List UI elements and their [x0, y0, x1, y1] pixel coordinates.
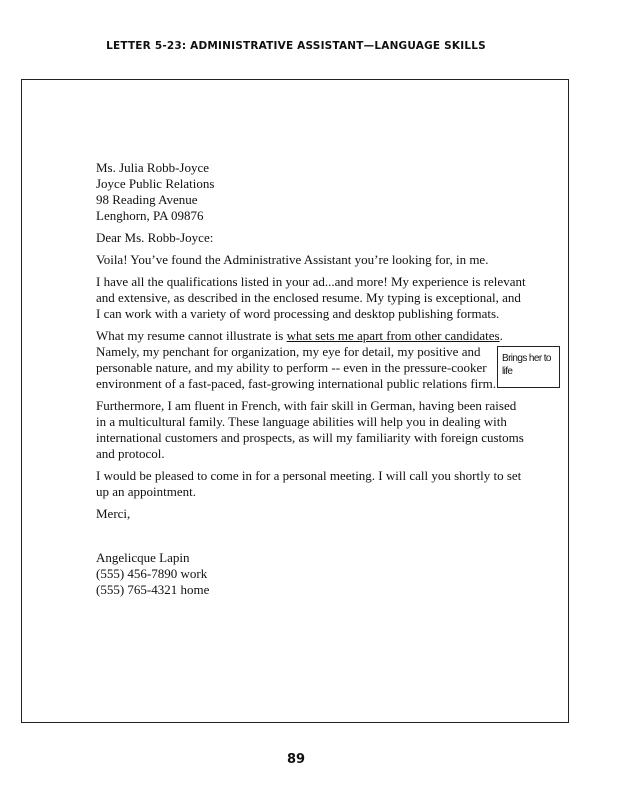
paragraph-intro: Voila! You’ve found the Administrative Assistant you’re looking for, in me.: [96, 252, 489, 267]
signature-block: [96, 550, 526, 598]
margin-note-box: [497, 346, 560, 388]
recipient-city: Lenghorn, PA 09876: [96, 208, 204, 223]
closing: Merci,: [96, 506, 131, 521]
recipient-name: Ms. Julia Robb-Joyce: [96, 160, 210, 175]
salutation: Dear Ms. Robb-Joyce:: [96, 230, 214, 245]
letter-body: [96, 160, 526, 598]
paragraph-meeting: I would be pleased to come in for a personal meeting. I will call you shortly to set up an appointment.: [96, 468, 522, 499]
page-number: 89: [286, 752, 306, 767]
recipient-street: 98 Reading Avenue: [96, 192, 198, 207]
paragraph-differentiators: [96, 328, 526, 392]
paragraph-languages: Furthermore, I am fluent in French, with fair skill in German, having been raised in a multicultural family. These language abilities will help you in dealing with international customers and prospects, as will my familiarity with foreign customs and protocol.: [96, 398, 524, 461]
recipient-address: [96, 160, 526, 224]
paragraph-differentiators-rest: . Namely, my penchant for organization, my eye for detail, my positive and personable nature, and my ability to perform -- even in the pressure-cooker environment of a fast-paced, fast-growing international public relations firm.: [96, 328, 503, 391]
page-header-title: LETTER 5-23: ADMINISTRATIVE ASSISTANT—LANGUAGE SKILLS: [106, 40, 486, 52]
paragraph-qualifications: I have all the qualifications listed in your ad...and more! My experience is relevant and extensive, as described in the enclosed resume. My typing is exceptional, and I can work with a variety of word processing and desktop publishing formats.: [96, 274, 526, 321]
margin-note-text: Brings her to life: [502, 353, 551, 377]
signature-phone-work: (555) 456-7890 work: [96, 566, 208, 581]
signature-phone-home: (555) 765-4321 home: [96, 582, 210, 597]
signature-name: Angelicque Lapin: [96, 550, 190, 565]
paragraph-differentiators-lead: What my resume cannot illustrate is: [96, 328, 287, 343]
underlined-phrase: what sets me apart from other candidates: [286, 328, 500, 343]
recipient-company: Joyce Public Relations: [96, 176, 215, 191]
